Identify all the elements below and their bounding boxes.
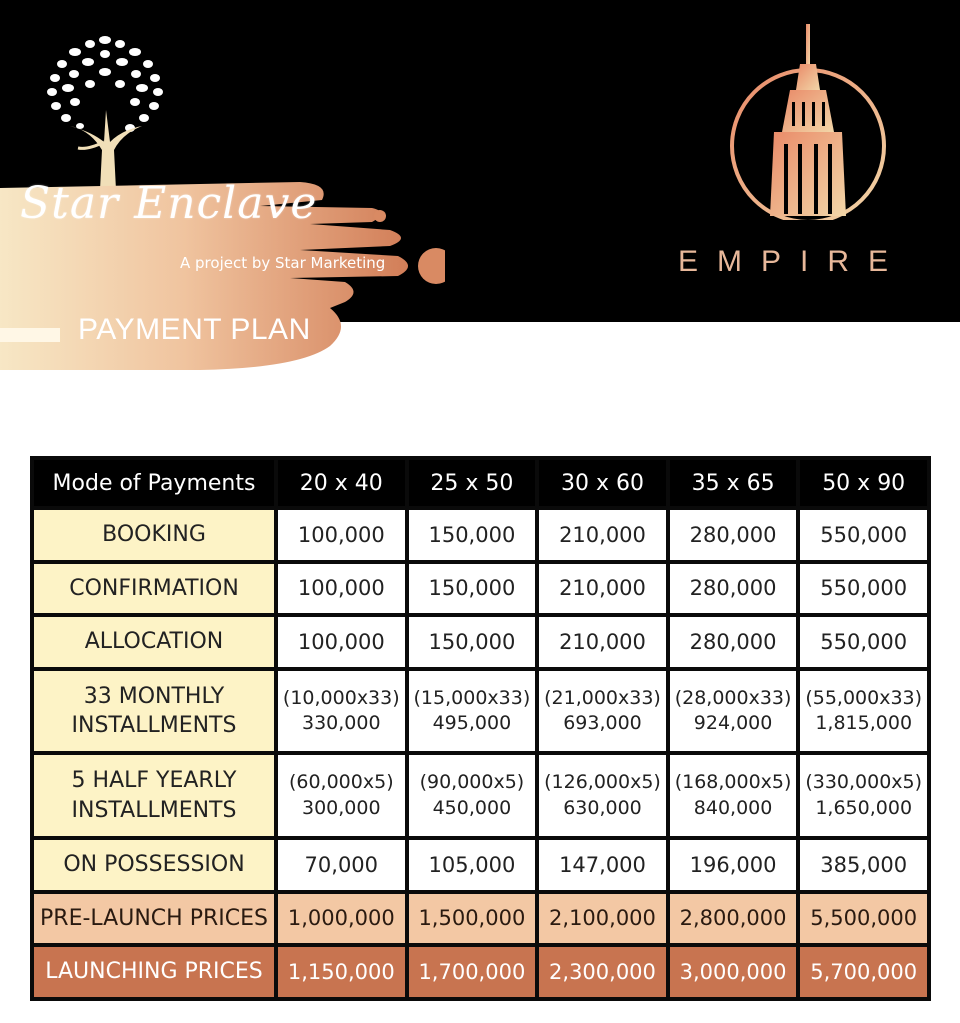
row-label: BOOKING: [34, 510, 274, 560]
tree-logo-icon: [30, 30, 180, 190]
row-label: [34, 671, 274, 751]
row-label: ALLOCATION: [34, 617, 274, 667]
table-row: [34, 510, 927, 560]
table-cell: 100,000: [278, 564, 405, 614]
table-cell: 70,000: [278, 840, 405, 890]
installment-formula: (21,000x33): [544, 686, 661, 709]
table-cell: 105,000: [409, 840, 536, 890]
installment-formula: (15,000x33): [413, 686, 531, 709]
row-label-line: INSTALLMENTS: [71, 713, 237, 739]
table-cell: [409, 671, 536, 751]
table-cell: [670, 755, 797, 835]
table-row: [34, 617, 927, 667]
column-header-mode: Mode of Payments: [34, 460, 274, 506]
installment-total: 693,000: [563, 712, 642, 735]
row-label: ON POSSESSION: [34, 840, 274, 890]
table-cell: 100,000: [278, 617, 405, 667]
column-header-size: 50 x 90: [800, 460, 927, 506]
table-cell: 280,000: [670, 617, 797, 667]
installment-formula: (28,000x33): [674, 686, 792, 709]
column-header-size: 25 x 50: [409, 460, 536, 506]
table-row-launch: [34, 947, 927, 997]
table-cell: [278, 755, 405, 835]
table-cell: 147,000: [539, 840, 666, 890]
installment-formula: (55,000x33): [805, 686, 923, 709]
installment-formula: (60,000x5): [288, 771, 394, 794]
table-cell: [800, 755, 927, 835]
installment-total: 840,000: [693, 796, 773, 819]
table-cell: 5,700,000: [800, 947, 927, 997]
table-cell: [409, 755, 536, 835]
table-row: [34, 840, 927, 890]
installment-formula: (330,000x5): [805, 771, 923, 794]
table-cell: 210,000: [539, 617, 666, 667]
installment-formula: (168,000x5): [674, 771, 792, 794]
table-cell: 280,000: [670, 564, 797, 614]
table-cell: 210,000: [539, 564, 666, 614]
column-header-size: 35 x 65: [670, 460, 797, 506]
row-label-line: 5 HALF YEARLY: [71, 767, 237, 793]
installment-total: 495,000: [432, 712, 512, 735]
empire-wordmark: EMPIRE: [678, 245, 908, 278]
row-label: LAUNCHING PRICES: [34, 947, 274, 997]
installment-formula: (90,000x5): [419, 771, 525, 794]
table-cell: 150,000: [409, 617, 536, 667]
table-cell: 280,000: [670, 510, 797, 560]
table-cell: [800, 671, 927, 751]
table-row: [34, 671, 927, 751]
table-cell: 1,700,000: [409, 947, 536, 997]
payment-plan-table: [30, 456, 931, 1001]
installment-total: 300,000: [302, 796, 381, 819]
table-cell: 2,300,000: [539, 947, 666, 997]
installment-total: 1,650,000: [815, 796, 913, 819]
brand-script-title: Star Enclave: [20, 178, 318, 229]
installment-total: 1,815,000: [815, 712, 913, 735]
installment-total: 450,000: [432, 796, 512, 819]
table-cell: 1,000,000: [278, 894, 405, 944]
table-cell: 210,000: [539, 510, 666, 560]
table-cell: 550,000: [800, 564, 927, 614]
table-cell: 3,000,000: [670, 947, 797, 997]
table-cell: [278, 671, 405, 751]
table-cell: 196,000: [670, 840, 797, 890]
table-cell: 385,000: [800, 840, 927, 890]
table-cell: 100,000: [278, 510, 405, 560]
table-header-row: [34, 460, 927, 506]
table-cell: 150,000: [409, 510, 536, 560]
table-cell: 2,100,000: [539, 894, 666, 944]
column-header-size: 20 x 40: [278, 460, 405, 506]
column-header-size: 30 x 60: [539, 460, 666, 506]
installment-total: 924,000: [693, 712, 773, 735]
table-cell: 150,000: [409, 564, 536, 614]
row-label: [34, 755, 274, 835]
row-label-line: 33 MONTHLY: [83, 683, 225, 709]
brand-tagline: A project by Star Marketing: [180, 254, 386, 272]
empire-building-logo-icon: [728, 20, 888, 220]
table-cell: 5,500,000: [800, 894, 927, 944]
row-label: PRE-LAUNCH PRICES: [34, 894, 274, 944]
row-label: CONFIRMATION: [34, 564, 274, 614]
installment-total: 330,000: [302, 712, 381, 735]
table-row: [34, 755, 927, 835]
installment-total: 630,000: [563, 796, 642, 819]
installment-formula: (126,000x5): [544, 771, 661, 794]
table-cell: 1,150,000: [278, 947, 405, 997]
table-cell: 550,000: [800, 510, 927, 560]
table-cell: [539, 755, 666, 835]
row-label-line: INSTALLMENTS: [71, 797, 237, 823]
table-cell: 550,000: [800, 617, 927, 667]
table-cell: [670, 671, 797, 751]
table-cell: 2,800,000: [670, 894, 797, 944]
table-cell: [539, 671, 666, 751]
table-row: [34, 564, 927, 614]
table-cell: 1,500,000: [409, 894, 536, 944]
installment-formula: (10,000x33): [282, 686, 400, 709]
table-row-prelaunch: [34, 894, 927, 944]
page-title: PAYMENT PLAN: [78, 313, 311, 346]
